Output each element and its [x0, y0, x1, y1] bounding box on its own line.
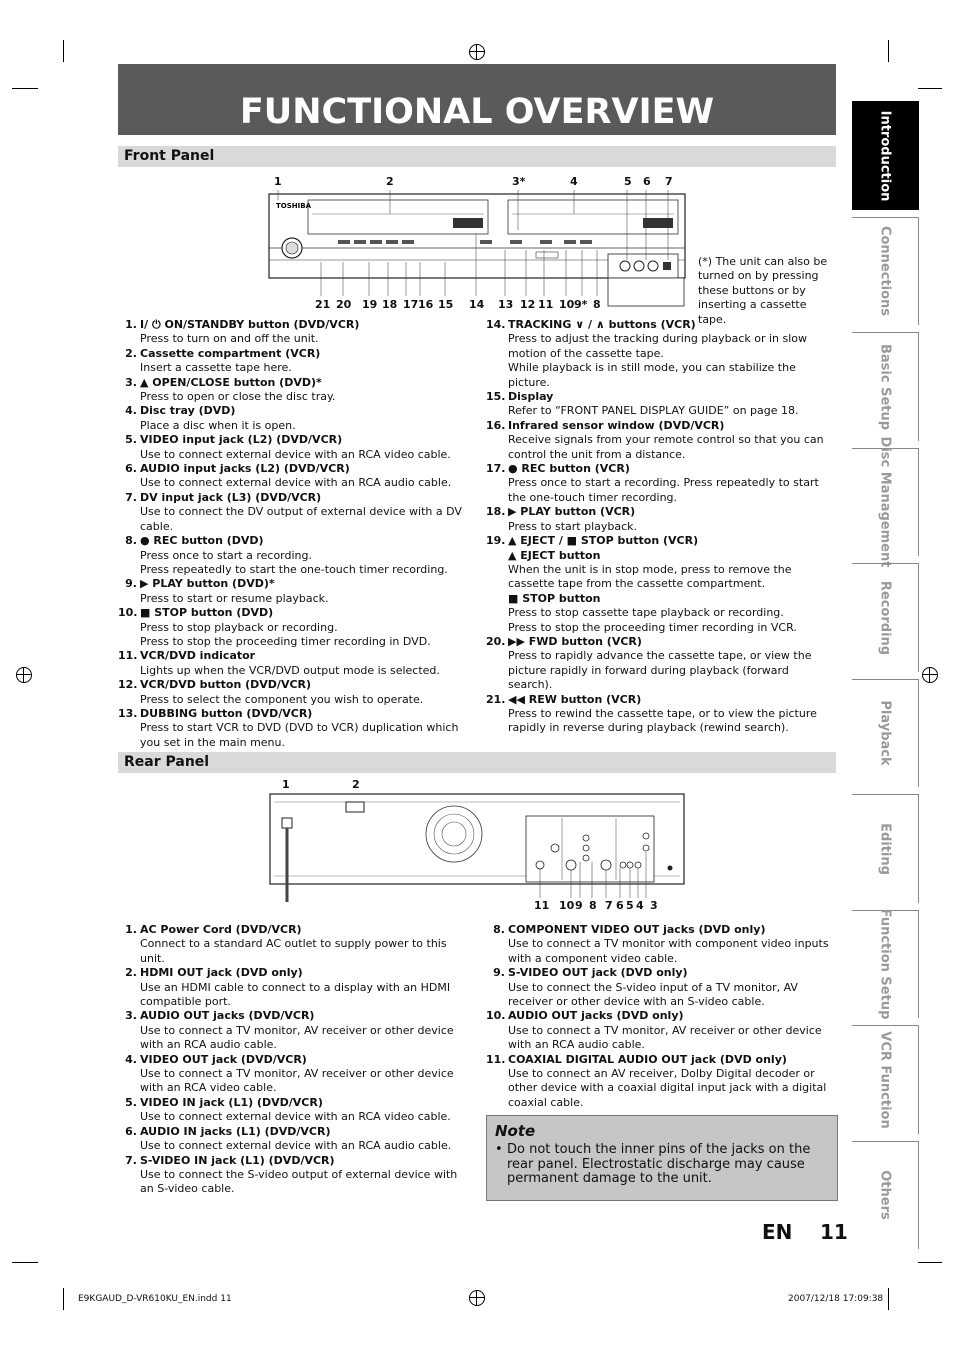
item-subheading: ▲ EJECT button	[508, 548, 601, 562]
item-heading: ▲ EJECT / ■ STOP button (VCR)	[508, 534, 699, 548]
item-heading: VIDEO OUT jack (DVD/VCR)	[140, 1052, 307, 1066]
callout: 4	[636, 899, 644, 912]
item-heading: VCR/DVD button (DVD/VCR)	[140, 678, 312, 692]
callout: 3	[650, 899, 658, 912]
callout: 1	[274, 175, 282, 188]
item-number: 14.	[486, 318, 506, 331]
bullet-icon: •	[495, 1142, 503, 1157]
item-heading: COAXIAL DIGITAL AUDIO OUT jack (DVD only)	[508, 1052, 787, 1066]
side-tab-function-setup[interactable]	[852, 910, 919, 1019]
item-description: Use to connect external device with an RCA video cable.	[140, 447, 451, 461]
item-heading: AUDIO OUT jacks (DVD/VCR)	[140, 1009, 315, 1023]
item-description: Press once to start a recording. Press repeatedly to start the one-touch timer recording.	[508, 476, 819, 504]
item-description: Use to connect the DV output of external device with a DV cable.	[140, 505, 462, 533]
rear-panel-illustration	[268, 790, 688, 905]
item-description: While playback is in still mode, you can stabilize the picture.	[508, 361, 796, 389]
note-title: Note	[495, 1122, 536, 1140]
item-description: Press to start VCR to DVD (DVD to VCR) duplication which you set in the main menu.	[140, 721, 459, 749]
item-description: Use to connect external device with an RCA audio cable.	[140, 1139, 452, 1153]
item-heading: HDMI OUT jack (DVD only)	[140, 966, 303, 980]
item-heading: AUDIO input jacks (L2) (DVD/VCR)	[140, 462, 350, 476]
item-description: Press to stop the proceeding timer recording in VCR.	[508, 620, 797, 634]
side-tab-others[interactable]	[852, 1141, 919, 1250]
registration-mark-icon	[469, 1290, 485, 1306]
item-description: Press to rewind the cassette tape, or to view the picture rapidly in reverse during playback (rewind search).	[508, 706, 817, 735]
note-text: Do not touch the inner pins of the jacks on the rear panel. Electrostatic discharge may cause permanent damage to the unit.	[507, 1142, 811, 1186]
item-heading: VIDEO input jack (L2) (DVD/VCR)	[140, 433, 343, 447]
item-number: 16.	[486, 418, 506, 432]
item-heading: S-VIDEO IN jack (L1) (DVD/VCR)	[140, 1153, 335, 1167]
item-heading: S-VIDEO OUT jack (DVD only)	[508, 966, 688, 980]
callout: 21	[315, 298, 331, 311]
callout: 10	[559, 298, 575, 311]
list-item	[486, 419, 832, 462]
item-description: Use to connect external device with an RCA video cable.	[140, 1110, 451, 1124]
side-tab-label: Others	[877, 1170, 893, 1220]
item-number: 2.	[125, 346, 137, 360]
item-heading: Cassette compartment (VCR)	[140, 346, 321, 360]
item-number: 12.	[118, 678, 138, 692]
rear-panel-list-left	[118, 923, 474, 1197]
callout: 7	[665, 175, 673, 188]
item-description: Press to start playback.	[508, 519, 638, 533]
item-heading: AUDIO IN jacks (L1) (DVD/VCR)	[140, 1124, 331, 1138]
list-item	[118, 577, 478, 606]
item-description: When the unit is in stop mode, press to remove the cassette tape from the cassette compartment.	[508, 562, 792, 591]
item-description: Press once to start a recording.	[140, 548, 312, 562]
list-item	[118, 318, 478, 347]
note-text-block	[495, 1143, 821, 1187]
list-item	[486, 923, 834, 966]
item-heading: DUBBING button (DVD/VCR)	[140, 706, 313, 720]
item-number: 6.	[125, 462, 137, 476]
item-number: 4.	[125, 404, 137, 418]
callout: 12	[520, 298, 536, 311]
item-heading: Display	[508, 390, 554, 404]
rear-panel-heading-bar	[118, 752, 836, 773]
list-item	[486, 966, 834, 1009]
item-description: Use to connect a TV monitor, AV receiver or other device with an RCA video cable.	[140, 1067, 454, 1095]
side-tab-label: Editing	[877, 822, 893, 875]
list-item	[118, 966, 474, 1009]
callout: 2	[352, 778, 360, 791]
list-item	[118, 433, 478, 462]
list-item	[118, 923, 474, 966]
footer-file: E9KGAUD_D-VR610KU_EN.indd 11	[78, 1294, 232, 1304]
callout: 8	[593, 298, 601, 311]
side-tab-connections[interactable]	[852, 217, 919, 326]
list-item	[486, 390, 832, 419]
registration-mark-icon	[16, 667, 32, 683]
item-description: Press to stop playback or recording.	[140, 620, 338, 634]
side-tab-label: Connections	[877, 226, 893, 317]
item-number: 1.	[125, 923, 137, 936]
item-description: Receive signals from your remote control so that you can control the unit from a distance.	[508, 433, 824, 461]
item-number: 3.	[125, 1009, 137, 1023]
item-heading: VCR/DVD indicator	[140, 649, 256, 663]
callout: 7	[605, 899, 613, 912]
list-item	[118, 1053, 474, 1096]
list-item	[118, 707, 478, 750]
callout: 20	[336, 298, 352, 311]
callout: 4	[570, 175, 578, 188]
list-item	[118, 1009, 474, 1052]
list-item	[486, 505, 832, 534]
list-item	[118, 347, 478, 376]
item-heading: TRACKING ∨ / ∧ buttons (VCR)	[508, 318, 696, 331]
item-heading: ◀◀ REW button (VCR)	[508, 692, 642, 706]
rear-panel-list-right	[486, 923, 834, 1110]
item-heading: ▶ PLAY button (DVD)*	[140, 577, 275, 591]
callout: 3*	[512, 175, 526, 188]
callout: 11	[538, 298, 554, 311]
item-heading: ● REC button (VCR)	[508, 462, 630, 476]
item-subheading: ■ STOP button	[508, 591, 601, 605]
item-description: Place a disc when it is open.	[140, 418, 296, 432]
note-box	[486, 1115, 838, 1201]
item-description: Lights up when the VCR/DVD output mode is selected.	[140, 663, 440, 677]
callout: 10	[559, 899, 575, 912]
item-number: 1.	[125, 318, 137, 331]
item-description: Use to connect a TV monitor, AV receiver or other device with an RCA audio cable.	[508, 1023, 822, 1052]
list-item	[486, 693, 832, 736]
item-number: 17.	[486, 462, 506, 476]
asterisk-note: (*) The unit can also be turned on by pressing these buttons or by inserting a cassette tape.	[698, 255, 828, 326]
item-number: 7.	[125, 490, 137, 504]
item-description: Use to connect external device with an RCA audio cable.	[140, 476, 452, 490]
item-heading: Infrared sensor window (DVD/VCR)	[508, 418, 725, 432]
item-description: Press to start or resume playback.	[140, 591, 329, 605]
brand-logo: TOSHIBA	[276, 202, 311, 210]
item-description: Press to stop cassette tape playback or recording.	[508, 606, 784, 620]
callout: 5	[624, 175, 632, 188]
item-number: 4.	[125, 1052, 137, 1066]
registration-mark-icon	[922, 667, 938, 683]
list-item	[486, 1053, 834, 1111]
side-tab-label: Recording	[877, 580, 893, 655]
list-item	[118, 462, 478, 491]
side-tab-introduction[interactable]	[852, 101, 919, 210]
side-tab-vcr-function[interactable]	[852, 1025, 919, 1134]
item-description: Use to connect the S-video output of external device with an S-video cable.	[140, 1167, 458, 1196]
item-number: 21.	[486, 692, 506, 706]
callout: 16	[418, 298, 434, 311]
registration-mark-icon	[469, 44, 485, 60]
list-item	[118, 376, 478, 405]
list-item	[118, 1154, 474, 1197]
list-item	[486, 635, 832, 693]
item-description: Press to open or close the disc tray.	[140, 390, 336, 404]
item-heading: I/ ⏻ ON/STANDBY button (DVD/VCR)	[140, 318, 360, 331]
item-description: Use an HDMI cable to connect to a display with an HDMI compatible port.	[140, 980, 451, 1009]
item-description: Insert a cassette tape here.	[140, 361, 292, 375]
side-tab-label: Disc Management	[877, 436, 893, 568]
item-description: Use to connect a TV monitor with component video inputs with a component video cable.	[508, 937, 829, 965]
item-number: 5.	[125, 433, 137, 447]
item-description: Press to turn on and off the unit.	[140, 332, 319, 346]
item-description: Use to connect a TV monitor, AV receiver or other device with an RCA audio cable.	[140, 1023, 454, 1052]
item-number: 10.	[486, 1009, 506, 1023]
list-item	[118, 404, 478, 433]
title-bar	[118, 64, 836, 135]
callout: 11	[534, 899, 550, 912]
rear-panel-heading: Rear Panel	[124, 754, 210, 770]
item-heading: AC Power Cord (DVD/VCR)	[140, 923, 302, 936]
item-number: 8.	[125, 534, 137, 548]
footer-timestamp: 2007/12/18 17:09:38	[788, 1294, 884, 1304]
item-number: 11.	[118, 649, 138, 663]
item-description: Press repeatedly to start the one-touch timer recording.	[140, 562, 448, 576]
callout: 19	[362, 298, 378, 311]
item-number: 18.	[486, 505, 506, 519]
callout: 15	[438, 298, 454, 311]
list-item	[486, 534, 832, 635]
list-item	[486, 318, 832, 390]
callout: 14	[469, 298, 485, 311]
callout: 18	[382, 298, 398, 311]
item-heading: ▶▶ FWD button (VCR)	[508, 634, 642, 648]
page-lang: EN	[762, 1220, 793, 1244]
front-panel-heading-bar	[118, 146, 836, 167]
item-number: 13.	[118, 706, 138, 720]
callout: 1	[282, 778, 290, 791]
item-number: 11.	[486, 1052, 506, 1066]
item-heading: ■ STOP button (DVD)	[140, 606, 274, 620]
item-description: Press to stop the proceeding timer recording in DVD.	[140, 634, 431, 648]
list-item	[486, 462, 832, 505]
item-description: Refer to “FRONT PANEL DISPLAY GUIDE” on page 18.	[508, 404, 799, 418]
item-number: 3.	[125, 375, 137, 389]
list-item	[118, 606, 478, 649]
item-number: 7.	[125, 1153, 137, 1167]
side-tab-label: VCR Function	[877, 1031, 893, 1129]
side-tab-label: Basic Setup	[877, 343, 893, 430]
item-description: Press to select the component you wish to operate.	[140, 692, 424, 706]
callout: 9*	[574, 298, 588, 311]
side-tab-editing[interactable]	[852, 794, 919, 903]
item-heading: ▶ PLAY button (VCR)	[508, 505, 636, 519]
item-number: 20.	[486, 634, 506, 648]
item-number: 9.	[493, 966, 505, 980]
list-item	[118, 649, 478, 678]
item-description: Connect to a standard AC outlet to supply power to this unit.	[140, 937, 447, 965]
side-tab-disc-management[interactable]	[852, 436, 919, 568]
item-number: 10.	[118, 606, 138, 620]
item-number: 15.	[486, 390, 506, 404]
list-item	[118, 491, 478, 534]
front-panel-illustration	[268, 190, 688, 310]
front-panel-heading: Front Panel	[124, 148, 215, 164]
front-panel-list-left	[118, 318, 478, 750]
item-number: 9.	[125, 577, 137, 591]
item-description: Use to connect an AV receiver, Dolby Digital decoder or other device with a coaxial digital input jack with a digital coaxial cable.	[508, 1067, 827, 1109]
callout: 17	[403, 298, 419, 311]
item-number: 19.	[486, 534, 506, 548]
list-item	[118, 1096, 474, 1125]
side-tab-label: Introduction	[877, 110, 893, 202]
item-number: 6.	[125, 1124, 137, 1138]
item-number: 8.	[493, 923, 505, 936]
list-item	[118, 1125, 474, 1154]
side-tab-label: Function Setup	[877, 908, 893, 1020]
page-number: 11	[820, 1220, 848, 1244]
item-description: Use to connect the S-video input of a TV monitor, AV receiver or other device with an S-video cable.	[508, 980, 798, 1009]
page-title: FUNCTIONAL OVERVIEW	[239, 92, 715, 132]
item-heading: ● REC button (DVD)	[140, 534, 264, 548]
item-number: 5.	[125, 1095, 137, 1109]
callout: 2	[386, 175, 394, 188]
item-heading: Disc tray (DVD)	[140, 404, 236, 418]
item-heading: ▲ OPEN/CLOSE button (DVD)*	[140, 375, 322, 389]
side-tab-playback[interactable]	[852, 679, 919, 788]
callout: 13	[498, 298, 514, 311]
item-description: Press to rapidly advance the cassette tape, or view the picture rapidly in forward during playback (forward search).	[508, 649, 812, 692]
callout: 8	[589, 899, 597, 912]
list-item	[486, 1009, 834, 1052]
callout: 6	[643, 175, 651, 188]
front-panel-list-right	[486, 318, 832, 736]
item-heading: AUDIO OUT jacks (DVD only)	[508, 1009, 684, 1023]
callout: 5	[626, 899, 634, 912]
item-description: Press to adjust the tracking during playback or in slow motion of the cassette tape.	[508, 332, 808, 360]
list-item	[118, 534, 478, 577]
side-tab-label: Playback	[877, 700, 893, 766]
side-tab-recording[interactable]	[852, 563, 919, 672]
callout: 9	[575, 899, 583, 912]
item-heading: DV input jack (L3) (DVD/VCR)	[140, 490, 322, 504]
list-item	[118, 678, 478, 707]
item-number: 2.	[125, 966, 137, 980]
side-tab-basic-setup[interactable]	[852, 332, 919, 441]
item-heading: COMPONENT VIDEO OUT jacks (DVD only)	[508, 923, 766, 936]
callout: 6	[616, 899, 624, 912]
item-heading: VIDEO IN jack (L1) (DVD/VCR)	[140, 1095, 323, 1109]
